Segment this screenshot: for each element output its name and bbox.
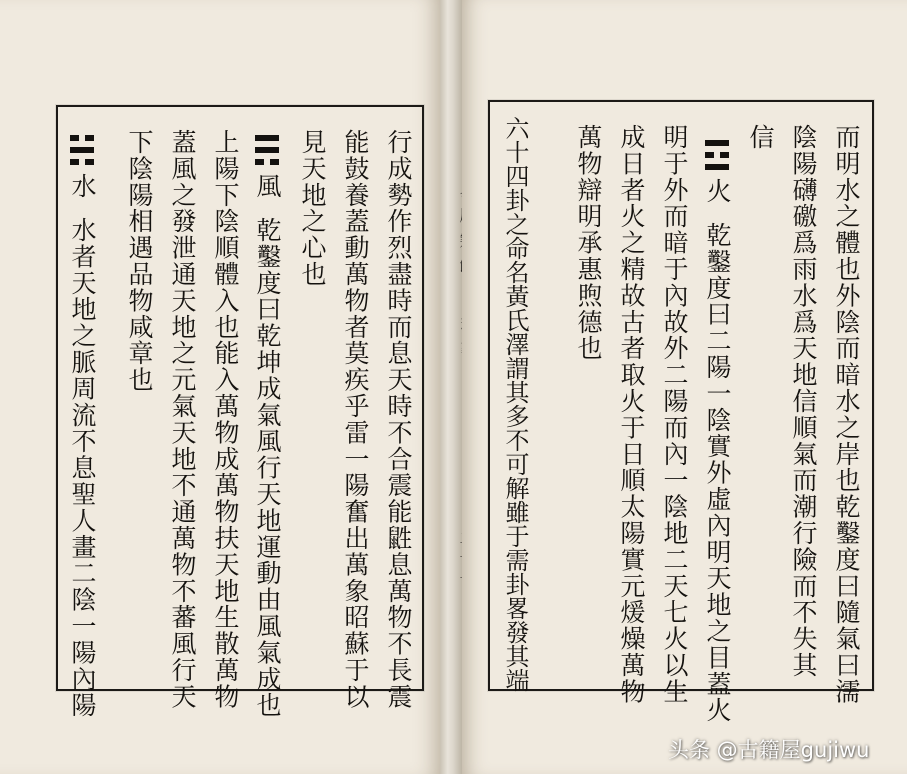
text-column: 下陰陽相遇品物咸章也 bbox=[125, 129, 154, 393]
text-column: 行成勢作烈盡時而息天時不合震能鼪息萬物不長震 bbox=[384, 129, 413, 710]
book-gutter bbox=[440, 0, 462, 774]
trigram-xun-icon bbox=[251, 131, 283, 171]
text-column: 而明水之體也外陰而暗水之岸也乾鑿度曰隨氣曰濡 bbox=[832, 124, 861, 705]
trigram-kan-icon bbox=[66, 131, 98, 171]
left-page bbox=[0, 0, 440, 774]
text-column: 能鼓養蓋動萬物者莫疾乎雷一陽奮出萬象昭蘇于以 bbox=[341, 129, 370, 710]
text-column: 乾鑿度曰二陽一陰實外虛內明天地之目蓋火 bbox=[703, 222, 732, 724]
entry-heading-water: 水 bbox=[68, 173, 97, 200]
text-column: 六十四卦之命名黃氏澤謂其多不可解雖于需卦畧發其端 bbox=[501, 116, 529, 692]
text-column: 蓋風之發泄通天地之元氣天地不通萬物不蕃風行天 bbox=[168, 129, 197, 710]
text-column: 信 bbox=[746, 124, 775, 151]
text-column: 成日者火之精故古者取火于日順太陽實元煖燥萬物 bbox=[617, 124, 646, 705]
text-column: 上陽下陰順體入也能入萬物成萬物扶天地生散萬物 bbox=[211, 129, 240, 710]
trigram-li-icon bbox=[701, 136, 733, 176]
watermark-label: 头条 @古籍屋gujiwu bbox=[668, 738, 870, 762]
text-column: 水者天地之脈周流不息聖人畫二陰一陽內陽 bbox=[68, 217, 97, 719]
entry-heading-wind: 風 bbox=[253, 173, 282, 200]
text-column: 陰陽礴礉爲雨水爲天地信順氣而潮行險而不失其 bbox=[789, 124, 818, 679]
text-column: 見天地之心也 bbox=[298, 129, 327, 288]
text-column: 乾鑿度曰乾坤成氣風行天地運動由風氣成也 bbox=[253, 217, 282, 719]
right-text-frame bbox=[488, 100, 874, 724]
text-column: 萬物辯明承惠煦德也 bbox=[574, 124, 603, 362]
text-column: 明于外而暗于內故外二陽而內一陰地二天七火以生 bbox=[660, 124, 689, 705]
entry-heading-fire: 火 bbox=[703, 178, 732, 205]
left-text-frame bbox=[56, 105, 424, 719]
